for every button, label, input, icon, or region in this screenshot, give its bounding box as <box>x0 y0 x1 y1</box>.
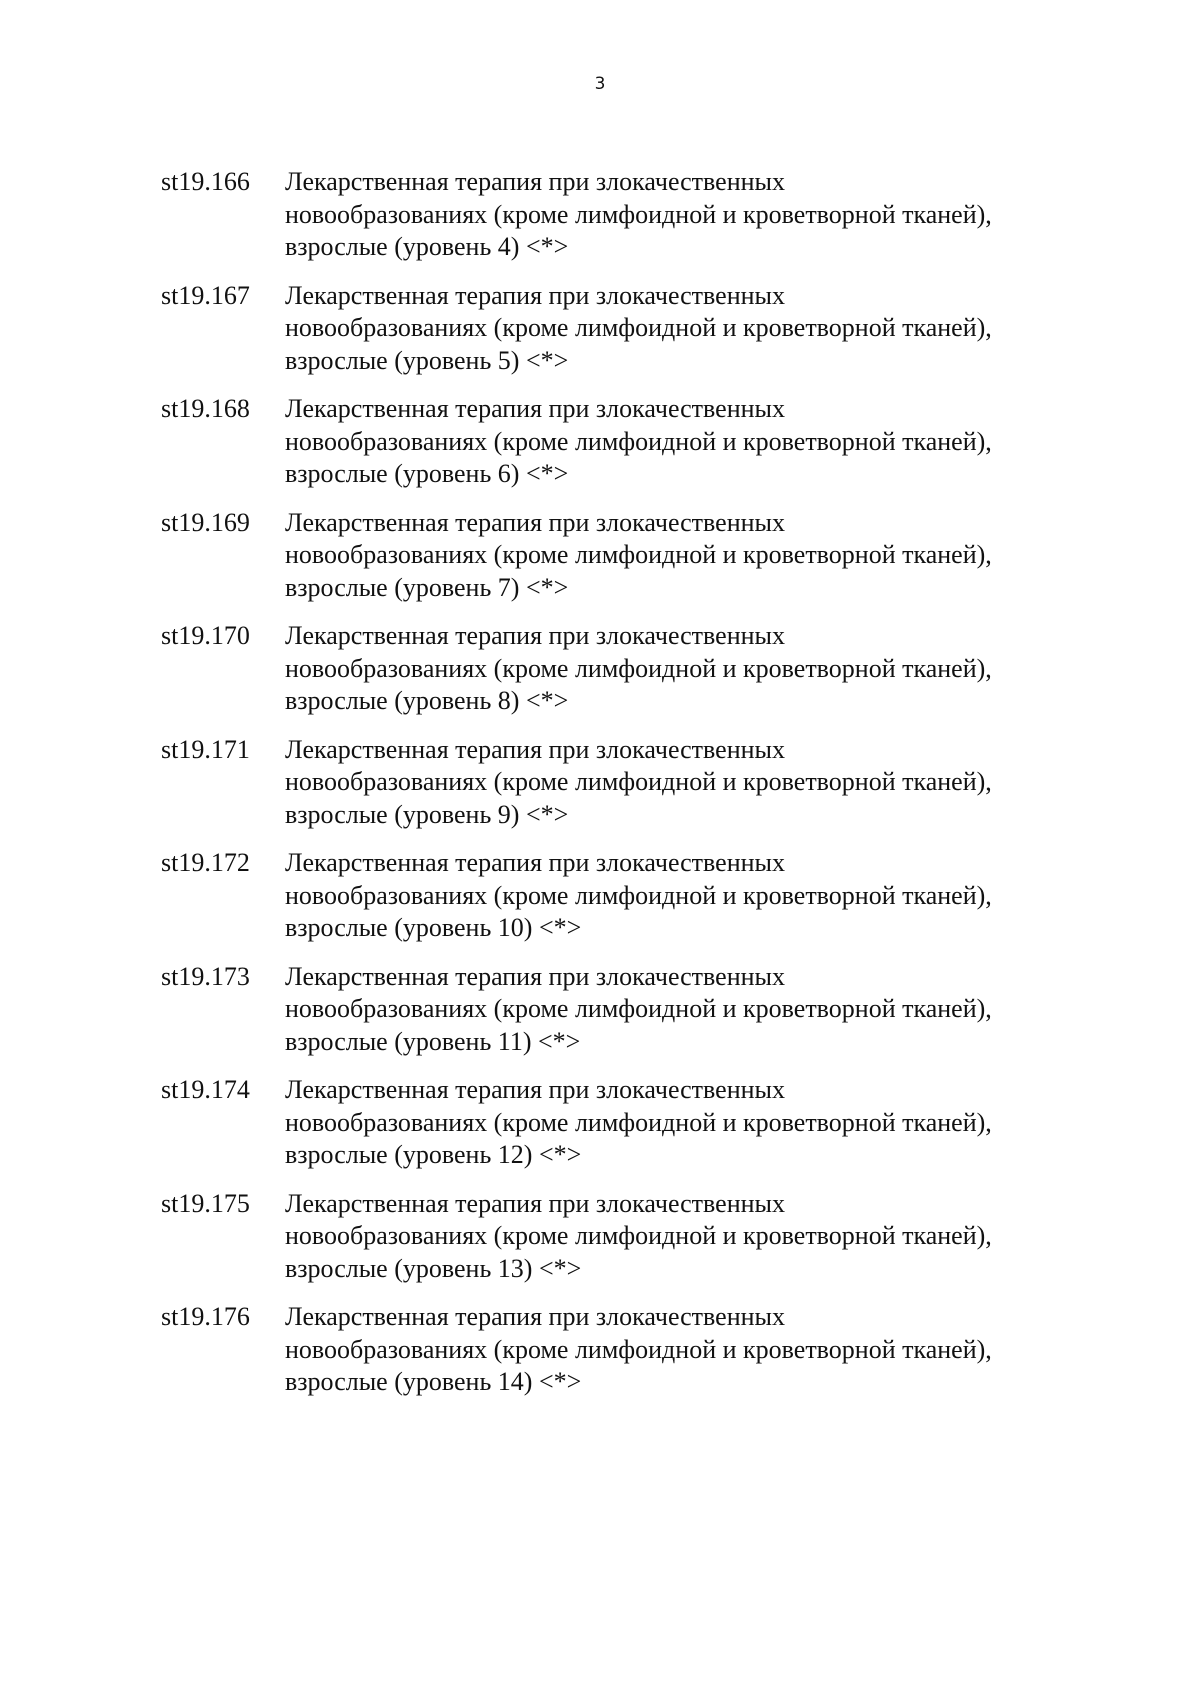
entry-code: st19.166 <box>161 167 250 196</box>
page-number: 3 <box>594 74 606 94</box>
entry-code: st19.171 <box>161 734 250 764</box>
entry-code: st19.170 <box>161 621 250 650</box>
entry-description: Лекарственная терапия при злокачественных новообразованиях (кроме лимфоидной и кроветворной тканей), взрослые (уровень 10) <*> <box>285 848 992 942</box>
entry-description: Лекарственная терапия при злокачественных новообразованиях (кроме лимфоидной и кроветворной тканей), взрослые (уровень 8) <*> <box>285 621 992 715</box>
entry-description: Лекарственная терапия при злокачественных новообразованиях (кроме лимфоидной и кроветворной тканей), взрослые (уровень 14) <*> <box>285 1302 992 1396</box>
entry-description: Лекарственная терапия при злокачественных новообразованиях (кроме лимфоидной и кроветворной тканей), взрослые (уровень 12) <*> <box>285 1075 992 1169</box>
entry-description: Лекарственная терапия при злокачественных новообразованиях (кроме лимфоидной и кроветворной тканей), взрослые (уровень 11) <*> <box>285 961 992 1056</box>
list-item <box>161 620 1061 718</box>
list-item <box>161 847 1061 945</box>
list-item <box>161 507 1061 605</box>
list-item <box>161 280 1061 378</box>
entry-description: Лекарственная терапия при злокачественных новообразованиях (кроме лимфоидной и кроветворной тканей), взрослые (уровень 5) <*> <box>285 280 992 375</box>
list-item <box>161 1188 1061 1286</box>
list-item <box>161 734 1061 832</box>
entry-code: st19.168 <box>161 394 250 423</box>
entry-code: st19.175 <box>161 1188 250 1218</box>
entry-description: Лекарственная терапия при злокачественных новообразованиях (кроме лимфоидной и кроветворной тканей), взрослые (уровень 6) <*> <box>285 394 992 488</box>
list-item <box>161 1074 1061 1172</box>
entry-code: st19.169 <box>161 507 250 537</box>
list-item <box>161 393 1061 491</box>
entry-code: st19.174 <box>161 1075 250 1104</box>
entry-code: st19.167 <box>161 280 250 310</box>
entry-code: st19.172 <box>161 848 250 877</box>
list-item <box>161 1301 1061 1399</box>
list-item <box>161 166 1061 264</box>
entry-description: Лекарственная терапия при злокачественных новообразованиях (кроме лимфоидной и кроветворной тканей), взрослые (уровень 9) <*> <box>285 734 992 829</box>
entry-code: st19.173 <box>161 961 250 991</box>
list-item <box>161 961 1061 1059</box>
entry-description: Лекарственная терапия при злокачественных новообразованиях (кроме лимфоидной и кроветворной тканей), взрослые (уровень 7) <*> <box>285 507 992 602</box>
entry-list <box>161 166 1061 1415</box>
entry-description: Лекарственная терапия при злокачественных новообразованиях (кроме лимфоидной и кроветворной тканей), взрослые (уровень 4) <*> <box>285 167 992 261</box>
entry-code: st19.176 <box>161 1302 250 1331</box>
entry-description: Лекарственная терапия при злокачественных новообразованиях (кроме лимфоидной и кроветворной тканей), взрослые (уровень 13) <*> <box>285 1188 992 1283</box>
